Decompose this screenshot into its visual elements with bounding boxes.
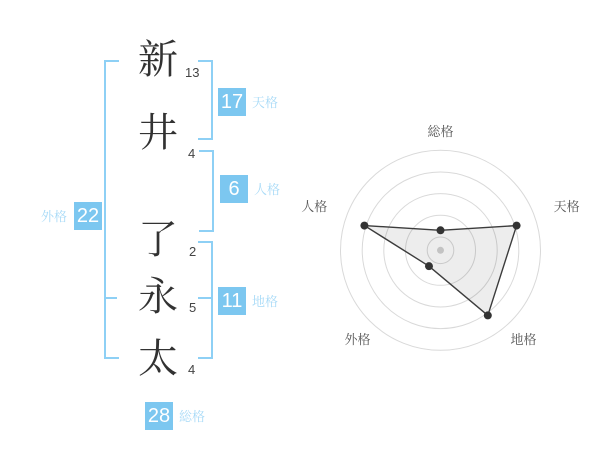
chikaku-value-badge: 11	[218, 287, 246, 315]
name-character: 永	[138, 275, 178, 319]
soukaku-label: 総格	[179, 409, 206, 424]
name-character: 了	[138, 218, 178, 262]
tenkaku-value-badge: 17	[218, 88, 246, 116]
stroke-count: 2	[189, 244, 197, 259]
name-character: 太	[138, 337, 178, 381]
radar-axis-label: 地格	[510, 332, 537, 348]
radar-data-point	[484, 311, 492, 319]
jinkaku-value-badge: 6	[220, 175, 248, 203]
radar-axis-label: 人格	[301, 199, 328, 215]
radar-axis-label: 総格	[427, 123, 454, 139]
gaikaku-value-badge: 22	[74, 202, 102, 230]
soukaku-value-badge: 28	[145, 402, 173, 430]
radar-data-point	[425, 262, 433, 270]
name-character: 新	[138, 38, 178, 82]
stroke-count: 4	[188, 362, 196, 377]
stroke-count: 5	[189, 300, 197, 315]
stroke-count: 13	[185, 65, 200, 80]
radar-data-point	[513, 222, 521, 230]
name-character: 井	[138, 111, 178, 155]
gaikaku-label: 外格	[41, 209, 68, 224]
stroke-count: 4	[188, 146, 196, 161]
radar-data-point	[360, 222, 368, 230]
jinkaku-label: 人格	[254, 182, 281, 197]
radar-axis-label: 外格	[344, 332, 371, 348]
tenkaku-label: 天格	[252, 95, 279, 110]
radar-data-point	[437, 226, 445, 234]
radar-center-dot	[437, 247, 444, 254]
radar-axis-label: 天格	[553, 199, 580, 215]
chikaku-label: 地格	[252, 294, 279, 309]
